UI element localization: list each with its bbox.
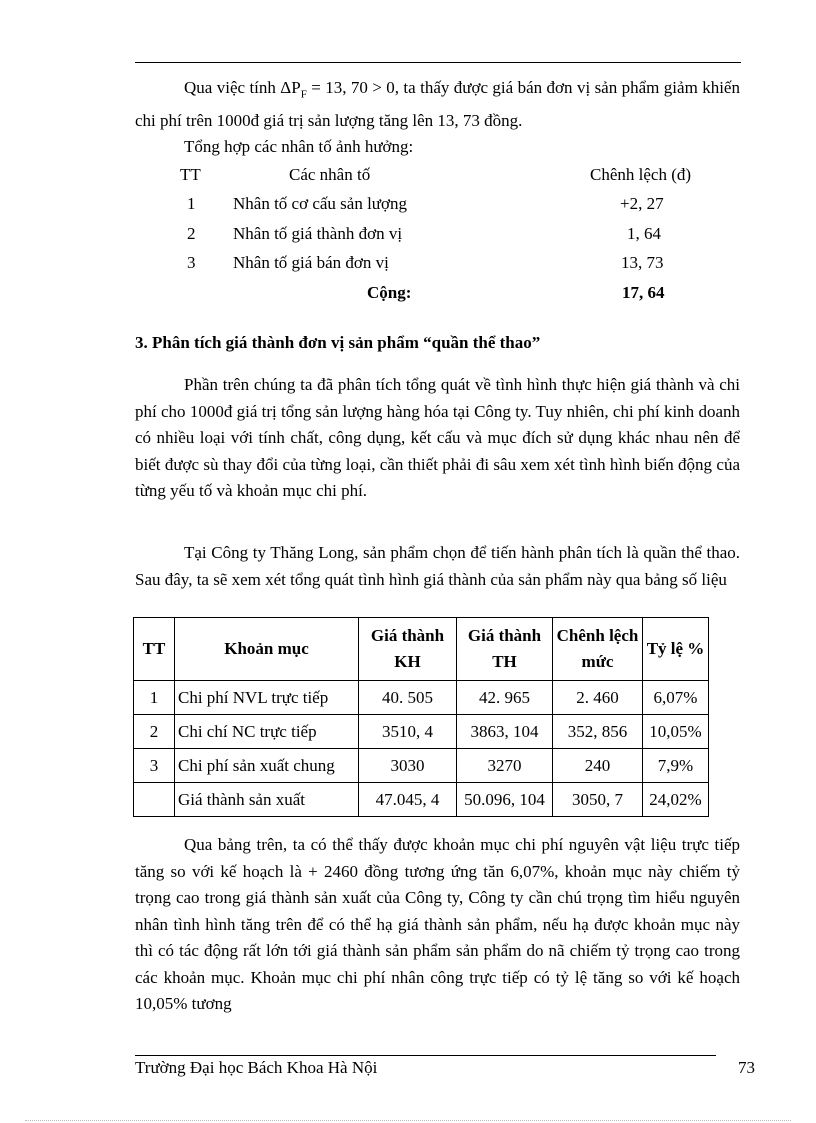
cell-plan: 47.045, 4 (359, 783, 457, 817)
cell-plan: 40. 505 (359, 681, 457, 715)
header-plan: Giá thành KH (359, 618, 457, 681)
cell-tt: 2 (134, 715, 175, 749)
cell-ratio: 7,9% (643, 749, 709, 783)
cell-item: Chi chí NC trực tiếp (175, 715, 359, 749)
header-diff: Chênh lệch mức (553, 618, 643, 681)
cell-item: Chi phí NVL trực tiếp (175, 681, 359, 715)
table-row-total (134, 783, 709, 817)
cell-ratio: 24,02% (643, 783, 709, 817)
body-paragraph: Phần trên chúng ta đã phân tích tổng quát về tình hình thực hiện giá thành và chi phí cho 1000đ giá trị tổng sản lượng hàng hóa tại Công ty. Tuy nhiên, chi phí kinh doanh có nhiều loại với tính chất, công dụng, kết cấu và mục đích sử dụng khác nhau nên để biết được sù thay đổi của từng loại, cần thiết phải đi sâu xem xét tình hình biến động của từng yếu tố và khoản mục chi phí. (135, 375, 740, 500)
summary-row-tt: 2 (187, 224, 196, 243)
cell-item: Chi phí sản xuất chung (175, 749, 359, 783)
intro-paragraph: Qua việc tính $\Delta P_F = 13$, 70 > 0, ta thấy được giá bán đơn vị sản phẩm giảm khiến chi phí trên 1000đ giá trị sản lượng tăng lên 13, 73 đồng. (135, 78, 740, 130)
summary-row-diff: 13, 73 (621, 253, 664, 272)
cell-diff: 352, 856 (553, 715, 643, 749)
summary-row-diff: 1, 64 (627, 224, 661, 243)
header-tt: TT (134, 618, 175, 681)
table-row (134, 715, 709, 749)
table-header-row (134, 618, 709, 681)
cell-ratio: 10,05% (643, 715, 709, 749)
cell-plan: 3030 (359, 749, 457, 783)
summary-row-factor: Nhân tố giá bán đơn vị (233, 253, 389, 272)
summary-row-tt: 3 (187, 253, 196, 272)
cell-actual: 50.096, 104 (457, 783, 553, 817)
cell-actual: 3270 (457, 749, 553, 783)
cell-item: Giá thành sản xuất (175, 783, 359, 817)
summary-total-value: 17, 64 (622, 283, 665, 302)
cell-actual: 3863, 104 (457, 715, 553, 749)
summary-title: Tổng hợp các nhân tố ảnh hưởng: (184, 137, 414, 156)
header-actual: Giá thành TH (457, 618, 553, 681)
cell-diff: 3050, 7 (553, 783, 643, 817)
cost-table (133, 617, 709, 817)
footer-school: Trường Đại học Bách Khoa Hà Nội (135, 1058, 378, 1077)
cell-tt: 3 (134, 749, 175, 783)
summary-row-factor: Nhân tố giá thành đơn vị (233, 224, 403, 243)
header-item: Khoản mục (175, 618, 359, 681)
header-ratio: Tỷ lệ % (643, 618, 709, 681)
body-paragraph: Tại Công ty Thăng Long, sản phẩm chọn để tiến hành phân tích là quần thể thao. Sau đây, ta sẽ xem xét tổng quát tình hình giá thành của sản phẩm này qua bảng số liệu (135, 543, 740, 589)
table-row (134, 681, 709, 715)
section-heading: 3. Phân tích giá thành đơn vị sản phẩm “quần thể thao” (135, 333, 541, 352)
footer-rule (135, 1055, 716, 1056)
page-number: 73 (738, 1058, 755, 1077)
cell-diff: 240 (553, 749, 643, 783)
summary-header-diff: Chênh lệch (đ) (590, 165, 692, 184)
cell-actual: 42. 965 (457, 681, 553, 715)
table-row (134, 749, 709, 783)
summary-total-label: Cộng: (367, 283, 412, 302)
summary-header-tt: TT (180, 165, 201, 184)
cell-diff: 2. 460 (553, 681, 643, 715)
page-edge-dots (25, 1120, 791, 1121)
cell-tt: 1 (134, 681, 175, 715)
cell-ratio: 6,07% (643, 681, 709, 715)
summary-row-diff: +2, 27 (620, 194, 664, 213)
header-rule (135, 62, 741, 63)
summary-header-factor: Các nhân tố (289, 165, 371, 184)
summary-row-tt: 1 (187, 194, 196, 213)
cell-plan: 3510, 4 (359, 715, 457, 749)
cell-tt (134, 783, 175, 817)
summary-row-factor: Nhân tố cơ cấu sản lượng (233, 194, 408, 213)
body-paragraph: Qua bảng trên, ta có thể thấy được khoản mục chi phí nguyên vật liệu trực tiếp tăng so với kế hoạch là + 2460 đồng tương ứng tăn 6,07%, khoản mục này chiếm tỷ trọng cao trong giá thành sản xuất của Công ty, Công ty cần chú trọng tìm hiểu nguyên nhân tình hình tăng trên để có thể hạ giá thành sản phẩm, nếu hạ được khoản mục này thì có tác động rất lớn tới giá thành sản phẩm sản phẩm do nã chiếm tỷ trọng cao trong các khoản mục. Khoản mục chi phí nhân công trực tiếp có tỷ lệ tăng so với kế hoạch 10,05% tương (135, 835, 740, 1013)
